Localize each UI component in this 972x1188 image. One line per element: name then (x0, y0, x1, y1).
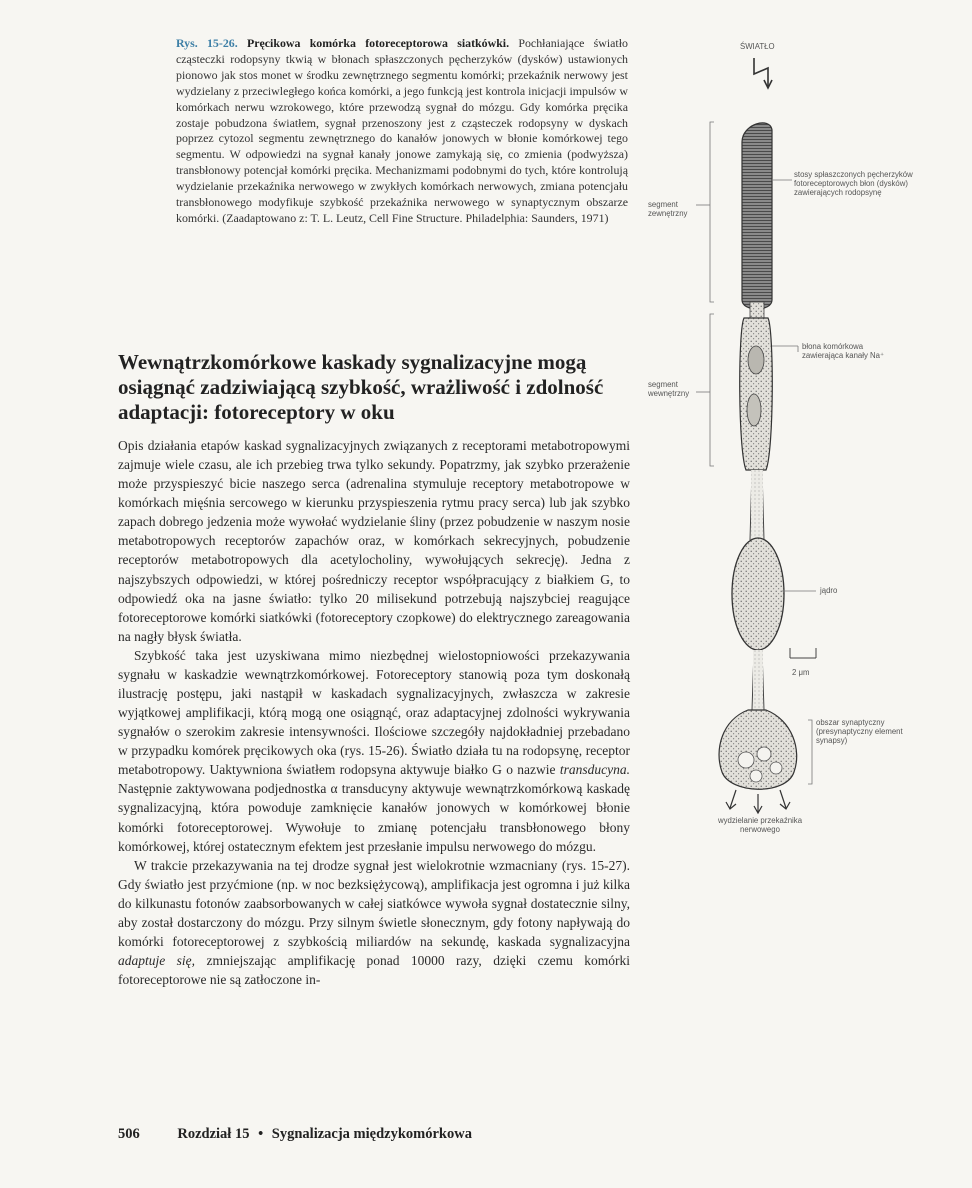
section-heading: Wewnątrzkomórkowe kaskady sygnalizacyjne mogą osiągnąć zadziwiającą szybkość, wrażliwość i zdolność adaptacji: fotoreceptory w oku (118, 350, 604, 424)
caption-text: Pochłaniające światło cząsteczki rodopsyny tkwią w błonach spłaszczonych pęcherzyków (dysków) ustawionych pionowo jak stos monet w środku zewnętrznego segmentu komórki; przekaźnik nerwowy jest wydzielany z przeciwległego końca komórki, a jego funkcją jest kontrola inicjacji impulsów w komórkach nerwu wzrokowego, które przewodzą sygnał do mózgu. Gdy komórka pręcika zostaje pobudzona światłem, sygnał przenoszony jest z cząsteczek rodopsyny w dyskach poprzez cytozol segmentu zewnętrznego do kanałów jonowych w błonie komórkowej tego segmentu. W odpowiedzi na sygnał kanały jonowe zamykają się, co zmienia (podwyższa) transbłonowy potencjał komórki pręcika. Mechanizmami podobnymi do tych, które kontrolują wydzielanie przekaźnika nerwowego w zwykłych komórkach nerwowych, zmiana potencjału transbłonowego modyfikuje szybkość przekaźnika nerwowego w synaptycznym obszarze komórki. (Zaadaptowano z: T. L. Leutz, Cell Fine Structure. Philadelphia: Saunders, 1971) (176, 36, 628, 225)
figure-title: Pręcikowa komórka fotoreceptorowa siatkówki. (246, 36, 510, 50)
label-scale: 2 μm (792, 668, 810, 677)
label-light: ŚWIATŁO (740, 42, 775, 51)
paragraph-2: Szybkość taka jest uzyskiwana mimo niezbędnej wielostopniowości przekazywania sygnału w kaskadzie wewnątrzkomórkowej. Fotoreceptory stanowią poza tym doskonałą ilustrację postępu, jaki nastąpił w kaskadach sygnalizacyjnych, zwłaszcza w zakresie wyjątkowej amplifikacji, którą mogą one osiągnąć, oraz adaptacyjnej zdolności wykrywania sygnałów o szerokim zakresie intensywności. Ilościowe szczegóły najdokładniej przebadano w przypadku komórek pręcikowych oka (rys. 15-26). Światło działa tu na rodopsynę, receptor metabotropowy. Uaktywniona światłem rodopsyna aktywuje białko G o nazwie transducyna. Następnie zaktywowana podjednostka α transducyny aktywuje wewnątrzkomórkową kaskadę sygnalizacyjną, która powoduje zamknięcie kanałów jonowych w komórkowej błonie komórki fotoreceptorowej. Wywołuje to zmianę potencjału transbłonowego błony komórkowej, której ostatecznym efektem jest przesłanie impulsu nerwowego do mózgu. (118, 647, 631, 854)
scale-bar (790, 648, 816, 658)
label-outer-segment: segment zewnętrzny (648, 200, 688, 218)
label-synaptic: obszar synaptyczny (presynaptyczny element synapsy) (816, 718, 903, 745)
outer-segment-shape (742, 123, 772, 309)
label-inner-segment: segment wewnętrzny (648, 380, 690, 398)
label-nucleus: jądro (820, 586, 838, 595)
page-number: 506 (118, 1126, 140, 1142)
inner-segment-shape (740, 318, 773, 470)
light-arrow-icon (754, 58, 768, 86)
footer-bullet: • (258, 1126, 264, 1142)
figure-label: Rys. 15-26. (176, 36, 238, 50)
label-discs: stosy spłaszczonych pęcherzyków fotoreceptorowych błon (dysków) zawierających rodopsynę (794, 170, 913, 197)
chapter-title: Sygnalizacja międzykomórkowa (271, 1126, 472, 1142)
body-text (118, 436, 630, 989)
term-adapts: adaptuje się, (118, 953, 196, 969)
label-membrane: błona komórkowa zawierająca kanały Na⁺ (802, 342, 885, 360)
label-release: wydzielanie przekaźnika nerwowego (717, 816, 803, 834)
rod-cell-figure (630, 30, 972, 860)
paragraph-3: W trakcie przekazywania na tej drodze sygnał jest wielokrotnie wzmacniany (rys. 15-27). Gdy światło jest przyćmione (np. w noc bezksiężycową), amplifikacja jest ogromna i już kilka do kilkunastu fotonów zaabsorbowanych w całej siatkówce wywoła sygnał dostatecznie silny, aby został dostarczony do mózgu. Przy silnym świetle słonecznym, gdy fotony napływają do komórki fotoreceptorowej z szybkością miliardów na sekundę, kaskada sygnalizacyjna adaptuje się, zmniejszając amplifikację ponad 10000 razy, dzięki czemu komórki fotoreceptorowe nie są zatłoczone in- (118, 857, 631, 988)
nucleus-shape (732, 538, 784, 650)
figure-caption (176, 36, 628, 227)
page-footer (118, 1126, 638, 1143)
release-arrows-icon (726, 790, 790, 813)
term-transducin: transducyna. (559, 762, 631, 778)
chapter-label: Rozdział 15 (177, 1126, 250, 1142)
paragraph-1: Opis działania etapów kaskad sygnalizacyjnych związanych z receptorami metabotropowymi zajmuje wiele czasu, ale ich przebieg trwa tylko sekundy. Popatrzmy, jak szybko przerażenie może przyspieszyć bicie naszego serca (adrenalina stymuluje receptory metabotropowe w komórkach mięśnia sercowego w kierunku przyspieszenia rytmu pracy serca) lub jak szybko zapach dobrego jedzenia może wywołać wydzielanie śliny (przez pobudzenie w naszym nosie metabotropowych receptorów zapachów oraz, w komórkach sekrecyjnych, pobudzenie receptorów metabotropowych dla acetylocholiny, wywołujących sekrecję). Jedna z najszybszych odpowiedzi, w której pośredniczy receptor współpracujący z białkiem G, to odpowiedź oka na jasne światło: tylko 20 milisekund potrzebują najszybciej reagujące fotoreceptorowe komórki siatkówki (fotoreceptory czopkowe) do elektrycznego zareagowania na nagły błysk światła. (118, 438, 630, 644)
